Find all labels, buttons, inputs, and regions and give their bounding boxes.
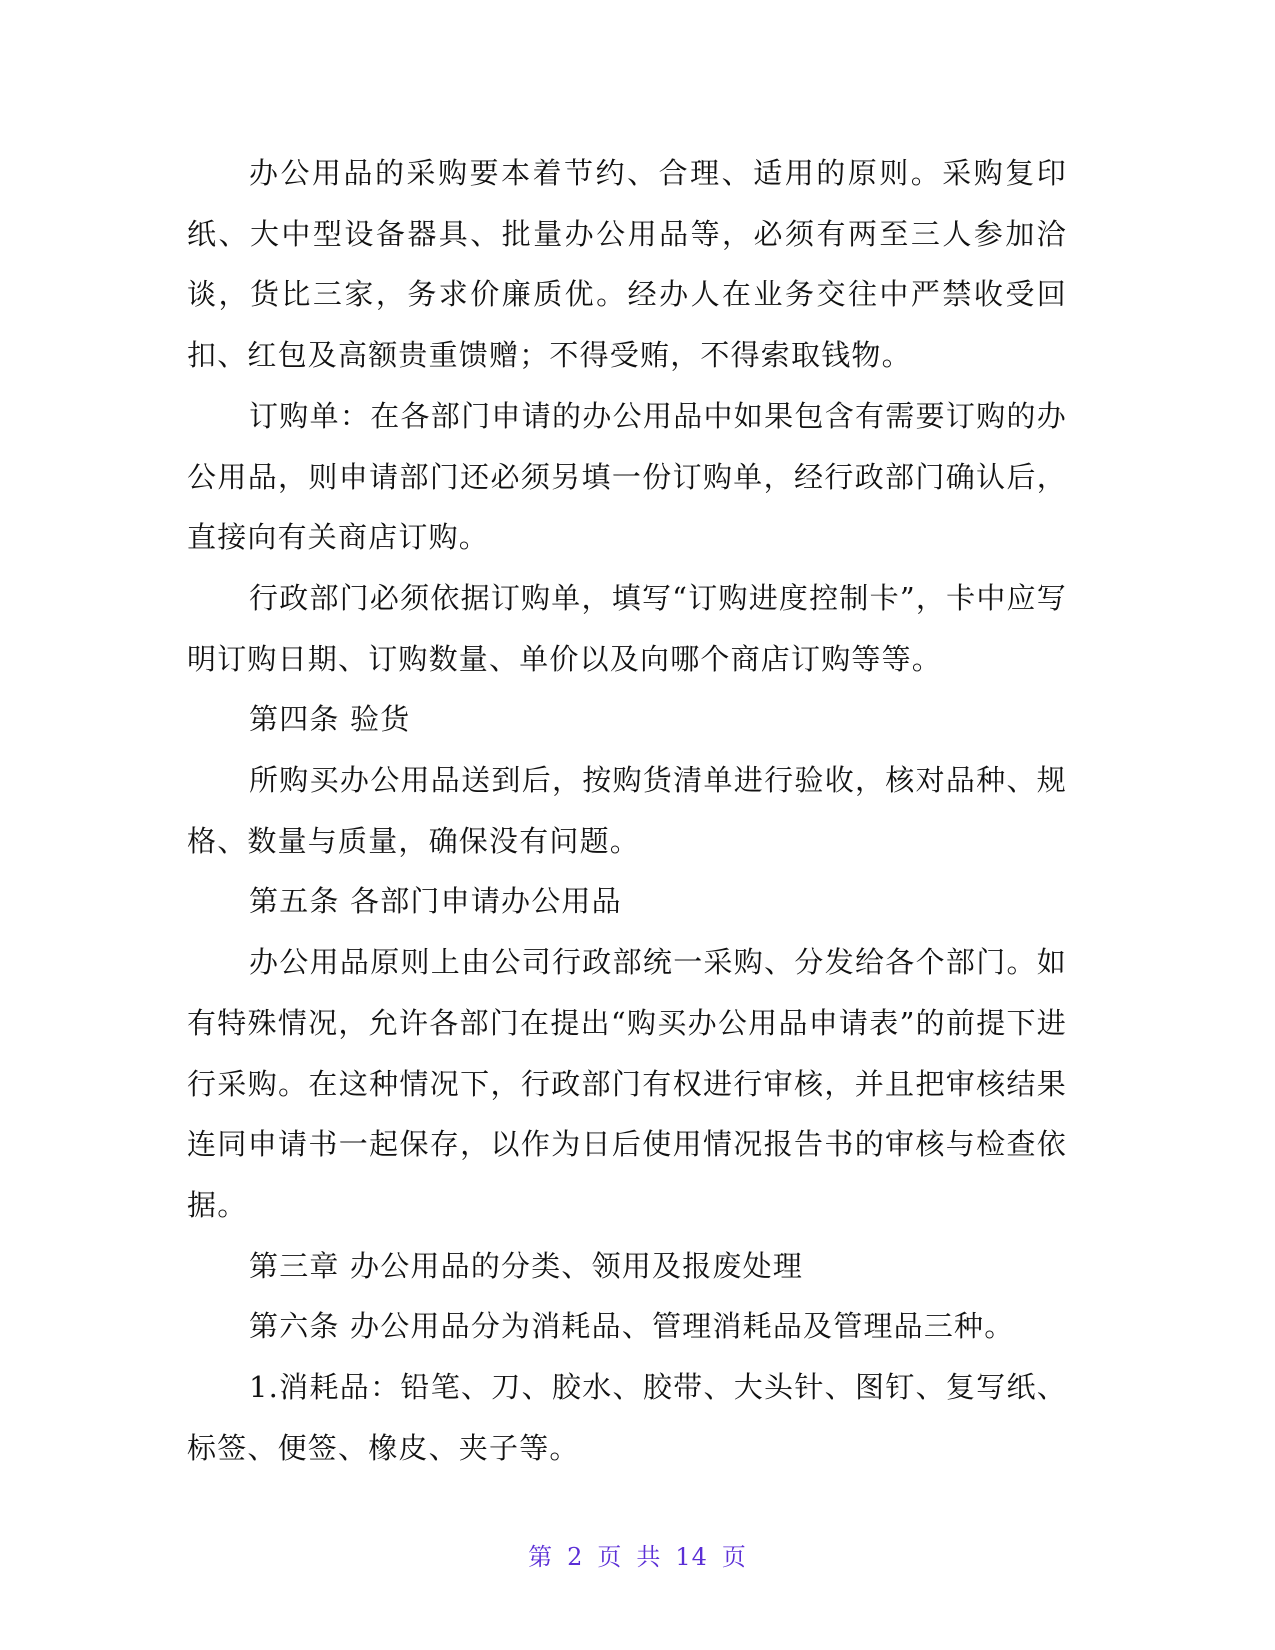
paragraph-purchasing-principles: 办公用品的采购要本着节约、合理、适用的原则。采购复印纸、大中型设备器具、批量办公用品等，必须有两至三人参加洽谈，货比三家，务求价廉质优。经办人在业务交往中严禁收受回扣、红包及高额贵重馈赠；不得受贿，不得索取钱物。	[187, 156, 1067, 373]
footer-current-page: 2	[567, 1543, 584, 1571]
heading-article-6: 第六条 办公用品分为消耗品、管理消耗品及管理品三种。	[249, 1309, 1015, 1344]
paragraph-department-requests: 办公用品原则上由公司行政部统一采购、分发给各个部门。如有特殊情况，允许各部门在提出“购买办公用品申请表”的前提下进行采购。在这种情况下，行政部门有权进行审核，并且把审核结果连同申请书一起保存，以作为日后使用情况报告书的审核与检查依据。	[187, 945, 1067, 1222]
heading-chapter-3: 第三章 办公用品的分类、领用及报废处理	[249, 1248, 804, 1283]
paragraph-consumables-list: 1.消耗品：铅笔、刀、胶水、胶带、大头针、图钉、复写纸、标签、便签、橡皮、夹子等。	[187, 1370, 1067, 1465]
paragraph-order-progress-card: 行政部门必须依据订购单，填写“订购进度控制卡”，卡中应写明订购日期、订购数量、单价以及向哪个商店订购等等。	[187, 580, 1067, 676]
paragraph-purchase-order: 订购单：在各部门申请的办公用品中如果包含有需要订购的办公用品，则申请部门还必须另填一份订购单，经行政部门确认后，直接向有关商店订购。	[187, 398, 1067, 555]
footer-total-pages: 14	[675, 1543, 708, 1571]
heading-article-5: 第五条 各部门申请办公用品	[249, 884, 622, 919]
paragraph-inspection: 所购买办公用品送到后，按购货清单进行验收，核对品种、规格、数量与质量，确保没有问题。	[187, 763, 1067, 858]
footer-page-word: 页	[597, 1543, 623, 1571]
footer-suffix: 页	[721, 1543, 747, 1571]
page-footer	[0, 1537, 1275, 1572]
heading-article-4: 第四条 验货	[249, 702, 411, 737]
footer-total-label: 共	[636, 1543, 662, 1571]
document-body	[187, 143, 1067, 1478]
footer-prefix: 第	[528, 1543, 554, 1571]
